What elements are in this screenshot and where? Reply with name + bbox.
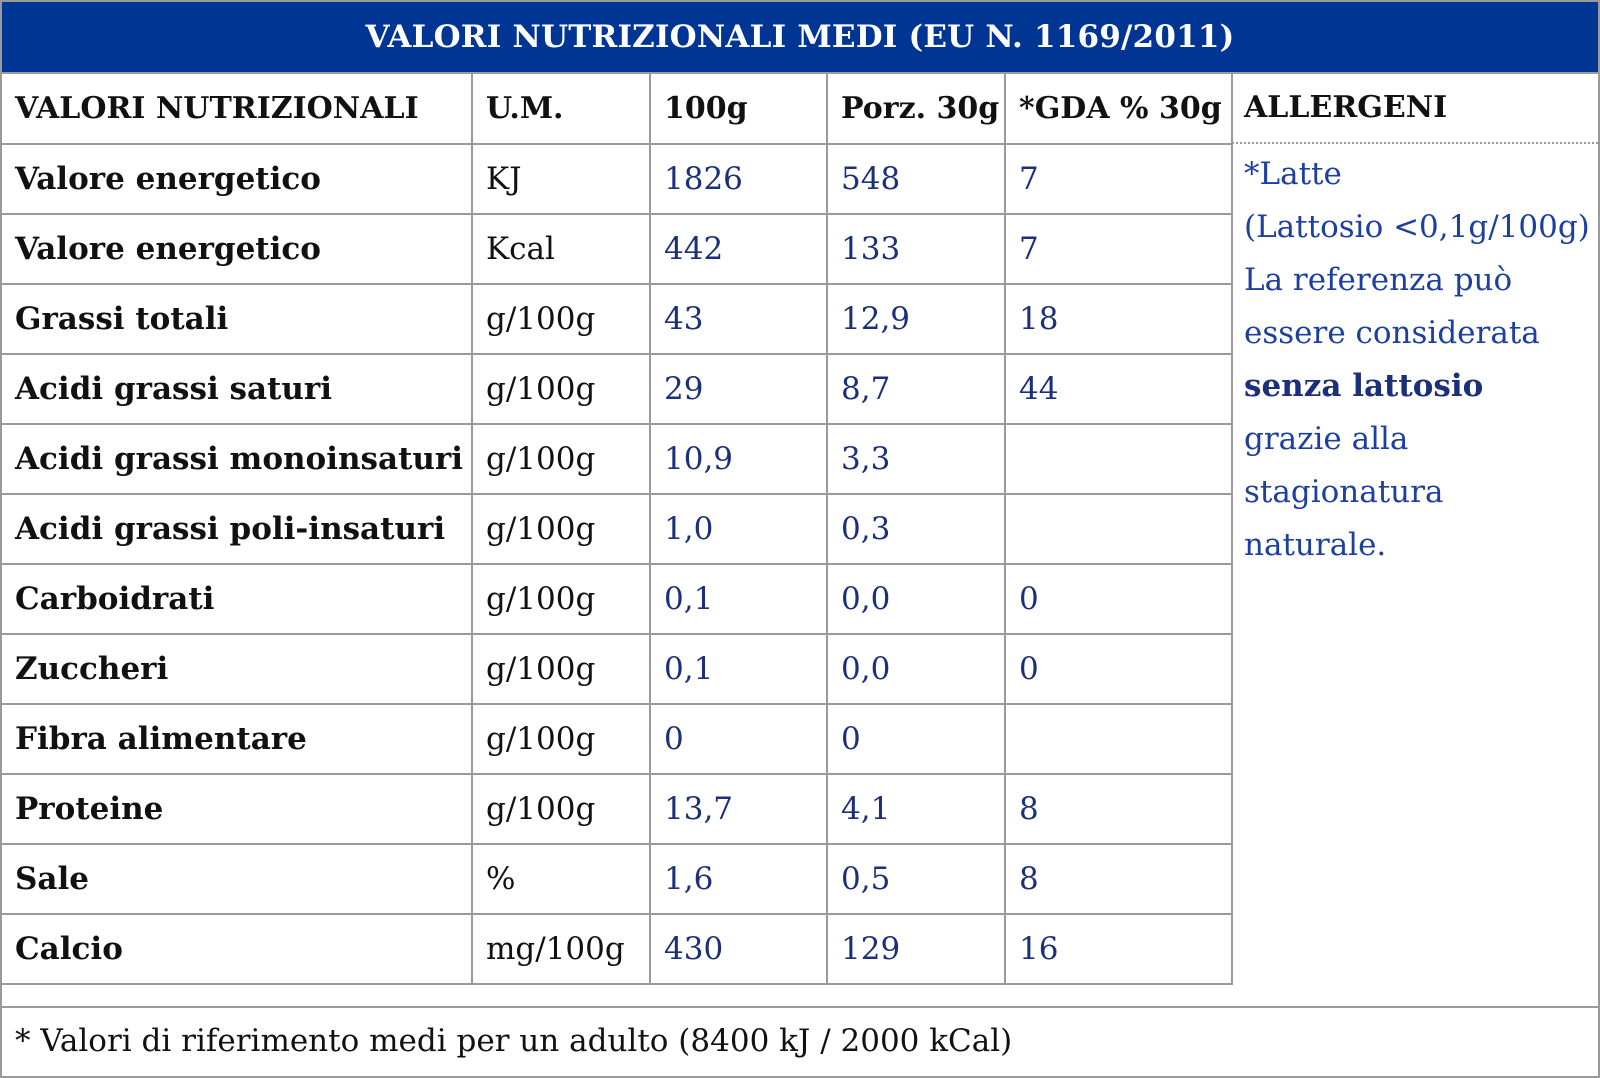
allergen-line: La referenza può [1244,262,1513,298]
nutrient-name: Fibra alimentare [2,704,472,774]
value-per-100g: 43 [650,284,827,354]
value-per-100g: 430 [650,914,827,984]
value-per-100g: 1826 [650,144,827,214]
value-per-100g: 442 [650,214,827,284]
nutrient-name: Valore energetico [2,214,472,284]
nutrient-unit: KJ [472,144,650,214]
reference-footnote: * Valori di riferimento medi per un adulto (8400 kJ / 2000 kCal) [2,1006,1598,1076]
header-per-100g: 100g [650,74,827,144]
header-gda: *GDA % 30g [1005,74,1232,144]
allergen-line: stagionatura [1244,474,1444,510]
header-nutrient: VALORI NUTRIZIONALI [2,74,472,144]
value-portion: 129 [827,914,1005,984]
value-portion: 0 [827,704,1005,774]
table-row [2,844,1232,914]
value-gda: 18 [1005,284,1232,354]
value-portion: 548 [827,144,1005,214]
allergen-line: grazie alla [1244,421,1409,457]
allergens-header: ALLERGENI [1232,74,1598,144]
value-portion: 0,3 [827,494,1005,564]
nutrient-name: Carboidrati [2,564,472,634]
value-gda: 7 [1005,144,1232,214]
lactose-free-emphasis: senza lattosio [1244,368,1484,404]
value-gda: 0 [1005,634,1232,704]
table-row [2,494,1232,564]
value-portion: 3,3 [827,424,1005,494]
value-per-100g: 0 [650,704,827,774]
nutrient-name: Grassi totali [2,284,472,354]
nutrient-unit: g/100g [472,774,650,844]
nutrition-table [2,74,1233,985]
allergen-line: essere considerata [1244,315,1540,351]
header-portion: Porz. 30g [827,74,1005,144]
allergen-line: (Lattosio <0,1g/100g) [1244,209,1590,245]
value-gda: 44 [1005,354,1232,424]
nutrient-unit: Kcal [472,214,650,284]
table-row [2,424,1232,494]
value-portion: 12,9 [827,284,1005,354]
nutrient-unit: g/100g [472,704,650,774]
table-row [2,774,1232,844]
value-portion: 0,0 [827,634,1005,704]
value-portion: 0,0 [827,564,1005,634]
allergens-text [1232,144,1598,572]
value-portion: 0,5 [827,844,1005,914]
allergens-column [1232,74,1598,1006]
table-row [2,144,1232,214]
value-gda [1005,704,1232,774]
nutrient-name: Acidi grassi poli-insaturi [2,494,472,564]
nutrient-unit: g/100g [472,284,650,354]
nutrient-name: Valore energetico [2,144,472,214]
value-portion: 133 [827,214,1005,284]
value-per-100g: 13,7 [650,774,827,844]
nutrient-unit: g/100g [472,354,650,424]
table-row [2,214,1232,284]
table-row [2,284,1232,354]
value-per-100g: 1,6 [650,844,827,914]
value-gda: 8 [1005,844,1232,914]
nutrient-name: Calcio [2,914,472,984]
value-gda: 8 [1005,774,1232,844]
nutrient-unit: g/100g [472,634,650,704]
value-gda [1005,424,1232,494]
value-per-100g: 10,9 [650,424,827,494]
nutrient-name: Proteine [2,774,472,844]
value-per-100g: 0,1 [650,564,827,634]
value-portion: 8,7 [827,354,1005,424]
table-row [2,914,1232,984]
value-per-100g: 0,1 [650,634,827,704]
value-gda: 0 [1005,564,1232,634]
nutrient-name: Sale [2,844,472,914]
nutrient-name: Zuccheri [2,634,472,704]
nutrient-unit: g/100g [472,494,650,564]
nutrient-unit: g/100g [472,564,650,634]
value-gda [1005,494,1232,564]
value-gda: 7 [1005,214,1232,284]
table-row [2,634,1232,704]
table-row [2,354,1232,424]
value-per-100g: 29 [650,354,827,424]
nutrient-unit: % [472,844,650,914]
table-row [2,564,1232,634]
allergen-line: *Latte [1244,156,1342,192]
header-row [2,74,1232,144]
nutrient-unit: g/100g [472,424,650,494]
value-per-100g: 1,0 [650,494,827,564]
nutrient-name: Acidi grassi saturi [2,354,472,424]
table-title: VALORI NUTRIZIONALI MEDI (EU N. 1169/2011) [2,2,1598,74]
nutrient-unit: mg/100g [472,914,650,984]
allergen-line: naturale. [1244,527,1387,563]
table-row [2,704,1232,774]
nutrient-name: Acidi grassi monoinsaturi [2,424,472,494]
value-gda: 16 [1005,914,1232,984]
value-portion: 4,1 [827,774,1005,844]
header-unit: U.M. [472,74,650,144]
nutrition-grid [2,74,1598,1006]
